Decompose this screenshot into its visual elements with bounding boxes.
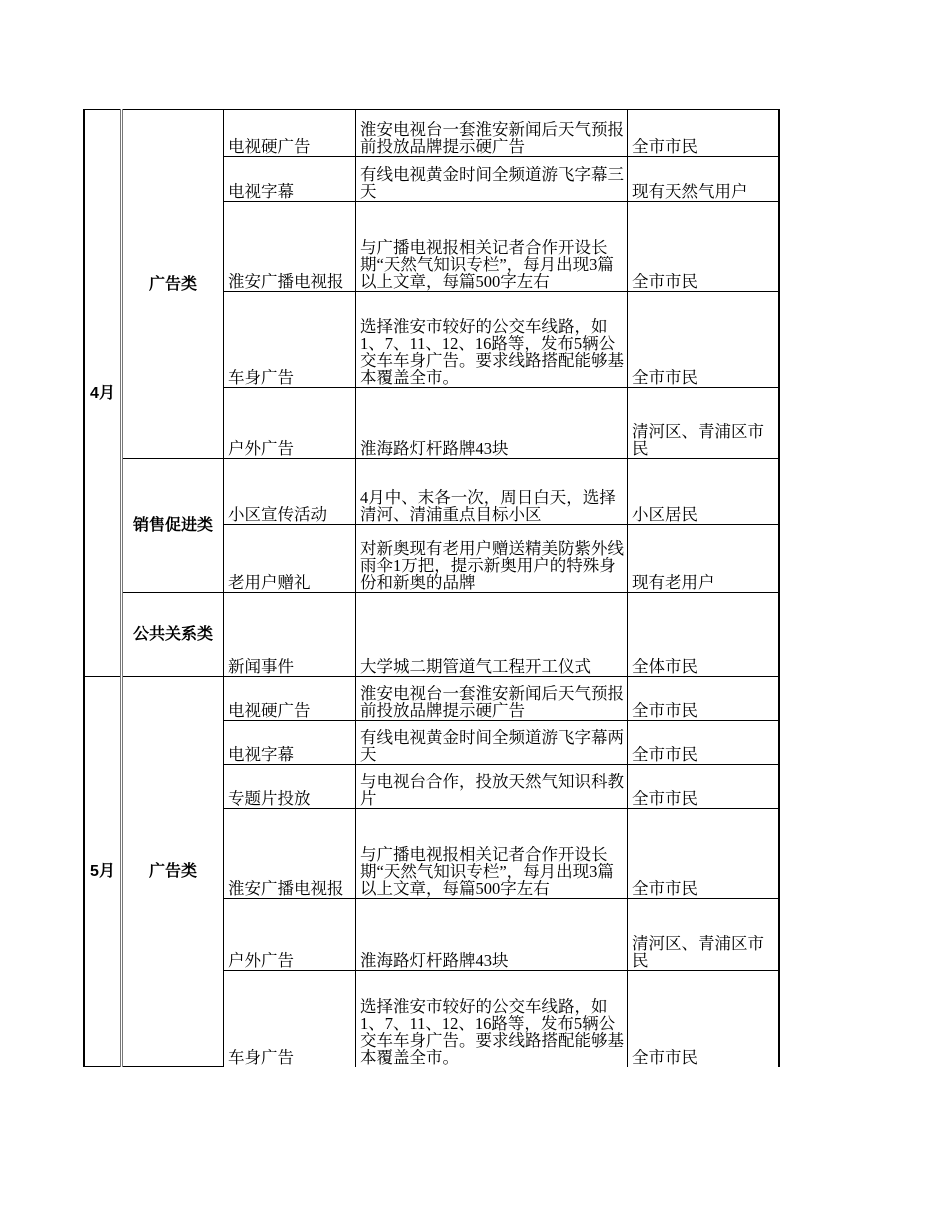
- audience-cell: 小区居民: [628, 459, 780, 525]
- detail-cell: 与电视台合作，投放天然气知识科教片: [356, 765, 628, 809]
- media-type-cell: 淮安广播电视报: [224, 809, 356, 899]
- table-row: [84, 677, 779, 721]
- detail-cell: 淮海路灯杆路牌43块: [356, 388, 628, 459]
- media-type-cell: 电视硬广告: [224, 110, 356, 157]
- media-type-cell: 专题片投放: [224, 765, 356, 809]
- audience-cell: 清河区、青浦区市民: [628, 388, 780, 459]
- detail-cell: 4月中、末各一次，周日白天，选择清河、清浦重点目标小区: [356, 459, 628, 525]
- audience-cell: 全市市民: [628, 202, 780, 292]
- detail-cell: 淮安电视台一套淮安新闻后天气预报前投放品牌提示硬广告: [356, 110, 628, 157]
- month-cell: 4月: [84, 110, 122, 677]
- audience-cell: 全市市民: [628, 765, 780, 809]
- table-row: [84, 110, 779, 157]
- media-type-cell: 电视硬广告: [224, 677, 356, 721]
- detail-cell: 与广播电视报相关记者合作开设长期“天然气知识专栏”，每月出现3篇以上文章，每篇500字左右: [356, 809, 628, 899]
- detail-cell: 有线电视黄金时间全频道游飞字幕三天: [356, 157, 628, 202]
- media-type-cell: 新闻事件: [224, 593, 356, 677]
- detail-cell: 大学城二期管道气工程开工仪式: [356, 593, 628, 677]
- media-type-cell: 电视字幕: [224, 157, 356, 202]
- category-cell: 广告类: [122, 677, 224, 1067]
- detail-cell: 与广播电视报相关记者合作开设长期“天然气知识专栏”，每月出现3篇以上文章，每篇500字左右: [356, 202, 628, 292]
- audience-cell: 全市市民: [628, 677, 780, 721]
- audience-cell: 清河区、青浦区市民: [628, 899, 780, 971]
- category-cell: 销售促进类: [122, 459, 224, 593]
- media-type-cell: 淮安广播电视报: [224, 202, 356, 292]
- media-type-cell: 车身广告: [224, 971, 356, 1067]
- detail-cell: 淮安电视台一套淮安新闻后天气预报前投放品牌提示硬广告: [356, 677, 628, 721]
- audience-cell: 全市市民: [628, 809, 780, 899]
- detail-cell: 淮海路灯杆路牌43块: [356, 899, 628, 971]
- detail-cell: 有线电视黄金时间全频道游飞字幕两天: [356, 721, 628, 765]
- media-type-cell: 小区宣传活动: [224, 459, 356, 525]
- audience-cell: 现有老用户: [628, 525, 780, 593]
- audience-cell: 全市市民: [628, 110, 780, 157]
- detail-cell: 选择淮安市较好的公交车线路，如1、7、11、12、16路等，发布5辆公交车车身广告。要求线路搭配能够基本覆盖全市。: [356, 971, 628, 1067]
- table-row: [84, 593, 779, 677]
- category-cell: 公共关系类: [122, 593, 224, 677]
- detail-cell: 选择淮安市较好的公交车线路，如1、7、11、12、16路等，发布5辆公交车车身广告。要求线路搭配能够基本覆盖全市。: [356, 292, 628, 388]
- media-type-cell: 电视字幕: [224, 721, 356, 765]
- audience-cell: 全市市民: [628, 971, 780, 1067]
- audience-cell: 现有天然气用户: [628, 157, 780, 202]
- month-cell: 5月: [84, 677, 122, 1067]
- category-cell: 广告类: [122, 110, 224, 459]
- audience-cell: 全市市民: [628, 292, 780, 388]
- audience-cell: 全市市民: [628, 721, 780, 765]
- media-type-cell: 户外广告: [224, 388, 356, 459]
- audience-cell: 全体市民: [628, 593, 780, 677]
- promotion-schedule-table: [83, 109, 780, 1067]
- table-row: [84, 459, 779, 525]
- media-type-cell: 老用户赠礼: [224, 525, 356, 593]
- media-type-cell: 户外广告: [224, 899, 356, 971]
- media-type-cell: 车身广告: [224, 292, 356, 388]
- detail-cell: 对新奥现有老用户赠送精美防紫外线雨伞1万把，提示新奥用户的特殊身份和新奥的品牌: [356, 525, 628, 593]
